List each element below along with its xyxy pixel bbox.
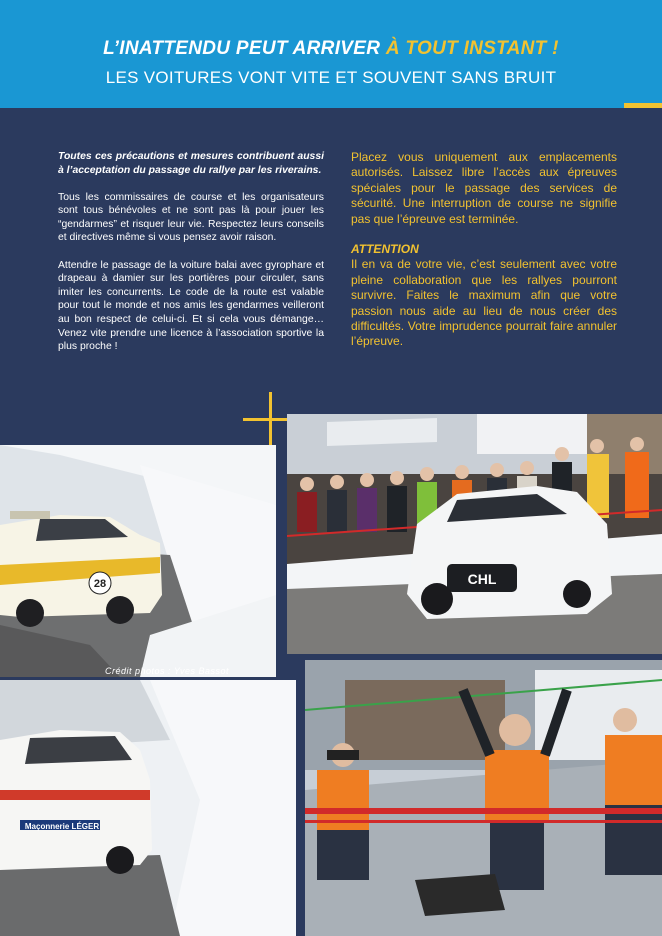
photo-credit: Crédit photos : Yves Bassot — [105, 666, 230, 676]
right-text-column — [351, 150, 617, 365]
photo1-door-number: 28 — [93, 578, 107, 590]
renault-car — [0, 730, 152, 874]
photo-opel-rally-car — [0, 445, 276, 677]
photo-citroen-rally-car — [287, 414, 662, 654]
placement-paragraph: Placez vous uniquement aux emplacements autorisés. Laissez libre l’accès aux épreuves spéciales pour le passage des services de sécurité. Une interruption de course ne signifie pas que l’épreuve est terminée. — [351, 150, 617, 226]
photo3-banner-text: Maçonnerie LÉGER — [24, 822, 100, 831]
photo1-image — [0, 445, 276, 677]
photo2-grille-text: CHL — [467, 571, 497, 587]
photo4-image — [305, 660, 662, 936]
sweeper-car-paragraph: Attendre le passage de la voiture balai avec gyrophare et drapeau à damier sur les portières pour circuler, sans imiter les concurrents. Le code de la route est valable pour tout le monde et nos amis les gendarmes veilleront au bon respect de celui-ci. Et si cela vous démange… Venez vite prendre une licence à l’association sportive la plus proche ! — [58, 259, 324, 353]
attention-paragraph: Il en va de votre vie, c’est seulement avec votre pleine collaboration que les rallyes pourront survivre. Faites le maximum afin que votre passion nous aide au lieu de nous créer des difficultés. Votre imprudence pourrait faire annuler l’épreuve. — [351, 257, 617, 349]
header-banner — [0, 0, 662, 108]
photo2-image — [287, 414, 662, 654]
headline-accent: À TOUT INSTANT ! — [385, 38, 559, 59]
left-text-column — [58, 150, 324, 367]
attention-title: ATTENTION — [351, 242, 419, 257]
photo-renault-rally-car — [0, 680, 296, 936]
banner-headline — [0, 38, 662, 60]
lead-paragraph: Toutes ces précautions et mesures contribuent aussi à l’acceptation du passage du rallye par les riverains. — [58, 151, 324, 176]
volunteers-paragraph: Tous les commissaires de course et les organisateurs sont tous bénévoles et ne sont pas là pour jouer les “gendarmes” et risquer leur vie. Respectez leurs conseils et directives même si vous pensez avoir raison. — [58, 191, 324, 244]
photo-marshals-cheering — [305, 660, 662, 936]
banner-accent-tab — [624, 103, 662, 108]
photo3-image — [0, 680, 296, 936]
banner-subheadline: LES VOITURES VONT VITE ET SOUVENT SANS BRUIT — [105, 68, 557, 87]
headline-main: L’INATTENDU PEUT ARRIVER — [103, 38, 386, 59]
